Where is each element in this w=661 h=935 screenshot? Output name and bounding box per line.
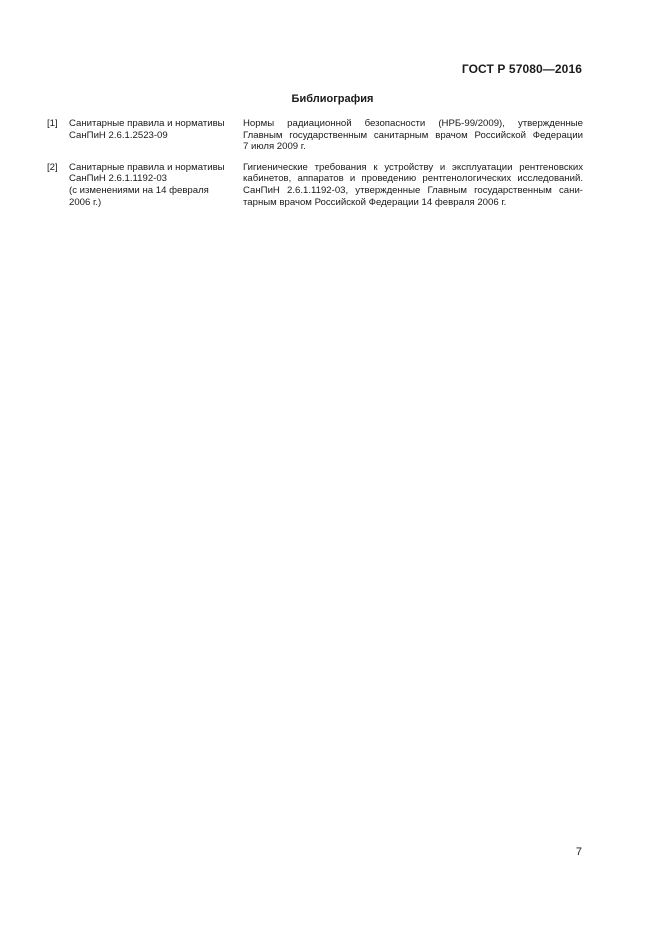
entry-description-line: Гигиенические требования к устройству и эксплуатации рентгеновских <box>243 161 583 173</box>
bibliography-entry <box>47 162 583 208</box>
page-number: 7 <box>575 846 582 858</box>
entry-description-line: СанПиН 2.6.1.1192-03, утвержденные Главным государственным сани- <box>243 184 583 196</box>
entry-description-line: 7 июля 2009 г. <box>243 141 306 153</box>
entry-description <box>243 162 583 208</box>
entry-description-line: Нормы радиационной безопасности (НРБ-99/2009), утвержденные <box>243 118 583 129</box>
section-title: Библиография <box>291 93 374 105</box>
entry-description-line: Главным государственным санитарным врачом Российской Федерации <box>243 129 583 141</box>
bibliography-entry <box>47 118 583 153</box>
entry-source-line: (с изменениями на 14 февраля <box>69 184 209 196</box>
entry-source-line: 2006 г.) <box>69 196 102 208</box>
entry-source <box>69 118 239 141</box>
entry-number: [2] <box>47 161 58 173</box>
entry-description-line: тарным врачом Российской Федерации 14 февраля 2006 г. <box>243 196 507 208</box>
entry-number: [1] <box>47 118 58 129</box>
bibliography-list <box>47 118 583 217</box>
entry-source-line: СанПиН 2.6.1.1192-03 <box>69 173 168 185</box>
entry-source-line: СанПиН 2.6.1.2523-09 <box>69 129 168 141</box>
entry-description <box>243 118 583 153</box>
entry-source-line: Санитарные правила и нормативы <box>69 118 225 129</box>
entry-source-line: Санитарные правила и нормативы <box>69 161 225 173</box>
entry-source <box>69 162 239 208</box>
entry-description-line: кабинетов, аппаратов и проведению рентгенологических исследований. <box>243 173 583 185</box>
document-number: ГОСТ Р 57080—2016 <box>461 62 582 76</box>
